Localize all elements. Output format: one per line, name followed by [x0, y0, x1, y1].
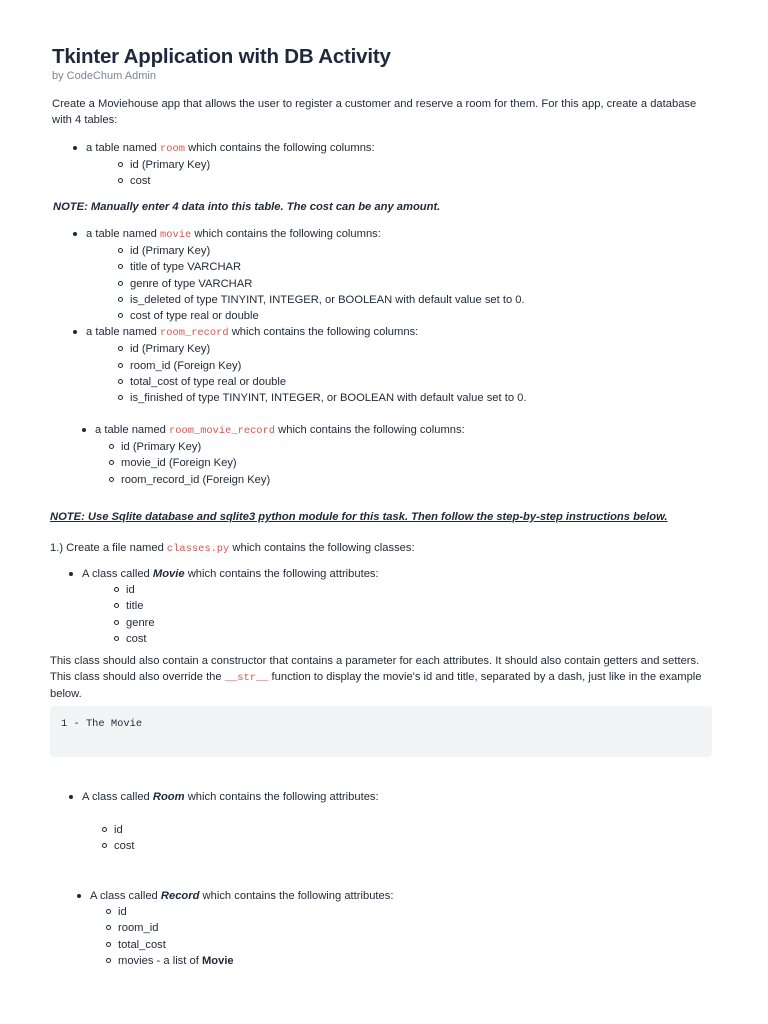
record-class-list: [76, 888, 393, 969]
list-item: total_cost of type real or double: [118, 374, 527, 390]
list-item: id: [106, 904, 393, 920]
code-example-block: [50, 706, 712, 757]
list-item: id (Primary Key): [109, 439, 465, 455]
room-table-name: room: [160, 143, 185, 155]
room-table-list: [72, 140, 375, 190]
page-title: Tkinter Application with DB Activity: [52, 45, 391, 68]
str-method-code: __str__: [224, 671, 269, 684]
classes-file-name: classes.py: [166, 543, 230, 555]
list-item: cost: [102, 838, 135, 854]
step-1-paragraph: 1.) Create a file named classes.py which contains the following classes:: [50, 542, 415, 555]
list-item: cost: [118, 173, 375, 189]
list-item: movies - a list of Movie: [106, 953, 393, 969]
movie-table-name: movie: [160, 229, 192, 241]
room-record-columns: [118, 341, 527, 406]
room-class-name: Room: [152, 791, 185, 803]
list-item: cost: [114, 631, 379, 647]
room-attributes: [102, 822, 135, 854]
movie-attributes: [114, 582, 379, 647]
list-item: room_record_id (Foreign Key): [109, 472, 465, 488]
room-movie-record-table-name: room_movie_record: [169, 425, 276, 437]
room-class-list: [68, 789, 379, 805]
intro-paragraph: Create a Moviehouse app that allows the user to register a customer and reserve a room for them. For this app, create a database with 4 tables:: [52, 98, 697, 126]
movie-class-item: A class called Movie which contains the following attributes: id title genre cost: [68, 566, 379, 647]
code-example-text: 1 - The Movie: [61, 718, 143, 730]
room-class-item: A class called Room which contains the following attributes:: [68, 789, 379, 805]
record-class-name: Record: [160, 890, 200, 902]
room-movie-record-list: [81, 422, 465, 488]
room-table-item: a table named room which contains the following columns: id (Primary Key) cost: [72, 140, 375, 190]
movie-type-name: Movie: [201, 954, 234, 967]
list-item: id (Primary Key): [118, 341, 527, 357]
room-movie-record-columns: [109, 439, 465, 488]
movie-class-name: Movie: [152, 568, 185, 580]
list-item: id (Primary Key): [118, 243, 527, 259]
list-item: room_id (Foreign Key): [118, 358, 527, 374]
list-item: id: [114, 582, 379, 598]
author-byline: by CodeChum Admin: [52, 70, 156, 82]
list-item: title of type VARCHAR: [118, 259, 527, 275]
list-item: genre: [114, 615, 379, 631]
list-item: genre of type VARCHAR: [118, 276, 527, 292]
list-item: cost of type real or double: [118, 308, 527, 324]
room-record-table-name: room_record: [160, 327, 229, 340]
list-item: movie_id (Foreign Key): [109, 455, 465, 471]
room-record-table-item: a table named room_record which contains the following columns: id (Primary Key) room_id (Foreign Key) total_cost of type real or double is_finished of type TINYINT, INTEGER, or BOOLEAN with default value set to 0.: [72, 324, 527, 406]
room-movie-record-table-item: a table named room_movie_record which contains the following columns: id (Primary Key) movie_id (Foreign Key) room_record_id (Foreign Key): [81, 422, 465, 488]
movie-table-item: a table named movie which contains the following columns: id (Primary Key) title of type VARCHAR genre of type VARCHAR is_deleted of type TINYINT, INTEGER, or BOOLEAN with default value set to 0. cost of type real or double: [72, 226, 527, 324]
list-item: title: [114, 598, 379, 614]
list-item: id (Primary Key): [118, 157, 375, 173]
room-note: NOTE: Manually enter 4 data into this table. The cost can be any amount.: [53, 201, 441, 213]
constructor-paragraph: This class should also contain a constructor that contains a parameter for each attributes. It should also contain getters and setters. This class should also override the __str__ function to display the movie's id and title, separated by a dash, just like in the example below.: [50, 655, 702, 700]
movie-columns: [118, 243, 527, 324]
record-attributes: [106, 904, 393, 969]
sqlite-note: NOTE: Use Sqlite database and sqlite3 python module for this task. Then follow the step-by-step instructions below.: [50, 511, 668, 523]
movie-class-list: [68, 566, 379, 647]
movie-tables-list: [72, 226, 527, 406]
list-item: room_id: [106, 920, 393, 936]
list-item: is_deleted of type TINYINT, INTEGER, or BOOLEAN with default value set to 0.: [118, 292, 527, 308]
room-columns: [118, 157, 375, 189]
list-item: id: [102, 822, 135, 838]
record-class-item: A class called Record which contains the following attributes: id room_id total_cost movies - a list of Movie: [76, 888, 393, 969]
list-item: is_finished of type TINYINT, INTEGER, or BOOLEAN with default value set to 0.: [118, 390, 527, 406]
list-item: total_cost: [106, 937, 393, 953]
